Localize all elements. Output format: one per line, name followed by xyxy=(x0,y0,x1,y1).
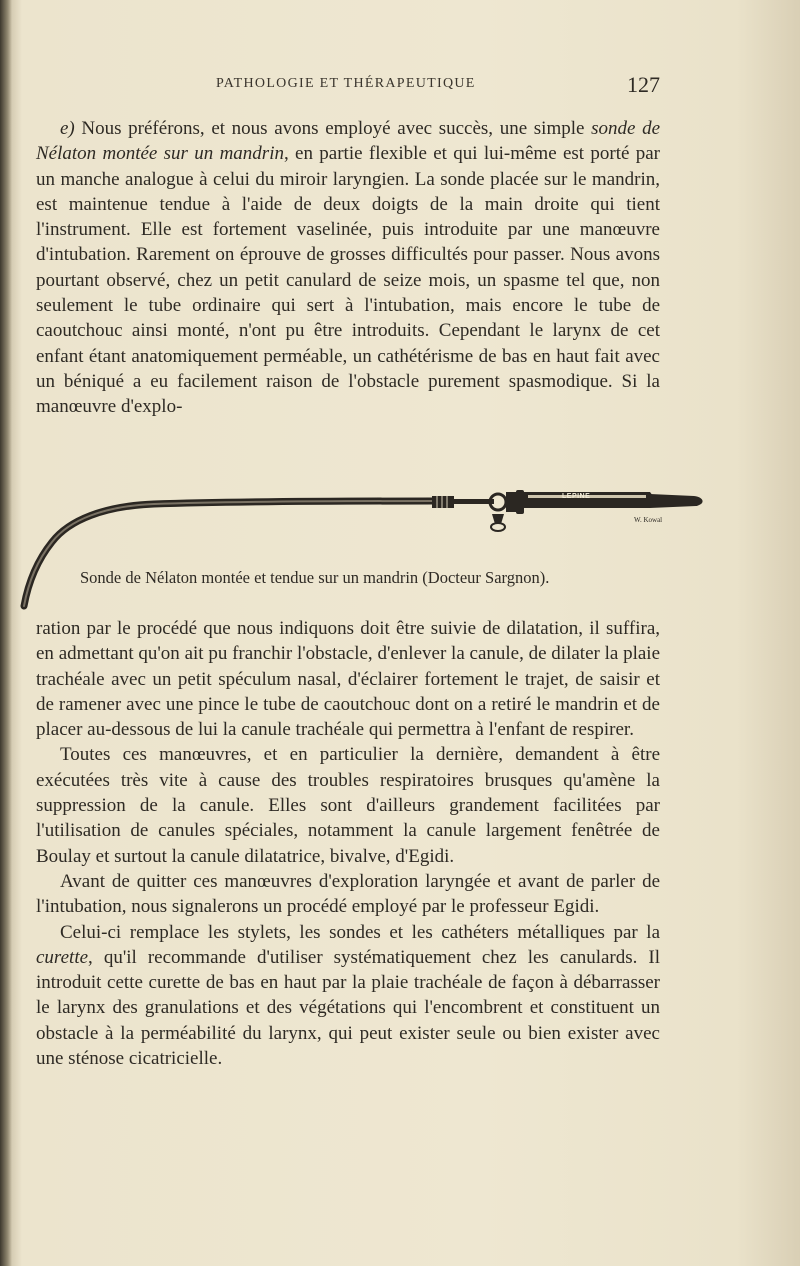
paragraph-text: , qu'il recommande d'utiliser systématiquement chez les canulards. Il introduit cette curette de bas en haut par la plaie trachéale de façon à débarrasser le larynx des granulations et des végétations qui l'encombrent et constituent un obstacle à la perméabilité du larynx, qui peut exister seule ou bien exister avec une sténose cicatricielle. xyxy=(36,946,660,1070)
running-head xyxy=(36,72,660,98)
figure-sonde-nelaton xyxy=(14,480,714,610)
paragraph-text: Celui-ci remplace les stylets, les sondes et les cathéters métalliques par la xyxy=(60,921,660,943)
text-block-bottom xyxy=(36,616,660,1071)
paragraph-marker: e) xyxy=(60,118,75,139)
paragraph-egidi-intro: Avant de quitter ces manœuvres d'exploration laryngée et avant de parler de l'intubation, nous signalerons un procédé employé par le professeur Egidi. xyxy=(36,870,660,918)
paragraph-curette xyxy=(36,920,660,1072)
paragraph-continuation: ration par le procédé que nous indiquons doit être suivie de dilatation, il suffira, en admettant qu'on ait pu franchir l'obstacle, d'enlever la canule, de dilater la plaie trachéale avec un petit spéculum nasal, d'éclairer fortement le trajet, de saisir et de ramener avec une pince le tube de caoutchouc dont on a retiré le mandrin et de placer au-dessous de lui la canule trachéale qui permettra à l'enfant de respirer. xyxy=(36,618,660,741)
italic-term: curette xyxy=(36,946,89,968)
paragraph-text: Nous préférons, et nous avons employé avec succès, une simple xyxy=(74,118,592,139)
sonde-illustration xyxy=(14,480,714,610)
maker-mark: LEPINE xyxy=(562,493,591,500)
paragraph-manoeuvres: Toutes ces manœuvres, et en particulier la dernière, demandent à être exécutées très vite à cause des troubles respiratoires brusques qu'amène la suppression de la canule. Elles sont d'ailleurs grandement facilitées par l'utilisation de canules spéciales, notamment la canule largement fenêtrée de Boulay et surtout la canule dilatatrice, bivalve, d'Egidi. xyxy=(36,744,660,867)
engraver-signature: W. Kowal xyxy=(634,516,663,524)
book-spine-shadow xyxy=(0,0,12,1266)
page-number: 127 xyxy=(627,72,660,97)
italic-term: sonde de Nélaton montée sur un mandrin xyxy=(36,118,661,165)
text-block-top xyxy=(36,116,660,420)
paragraph-text: , en partie flexible et qui lui-même est porté par un manche analogue à celui du miroir laryngien. La sonde placée sur le mandrin, est maintenue tendue à l'aide de deux doigts de la main droite qui tient l'instrument. Elle est fortement vaselinée, puis introduite par une manœuvre d'intubation. Rarement on éprouve de grosses difficultés pour passer. Nous avons pourtant observé, chez un petit canulard de seize mois, un spasme tel que, non seulement le tube ordinaire qui sert à l'intubation, mais encore le tube de caoutchouc ainsi monté, n'ont pu être introduits. Cependant le larynx de cet enfant étant anatomiquement perméable, un cathétérisme de bas en haut fait avec un béniqué a eu facilement raison de l'obstacle purement spasmodique. Si la manœuvre d'explo- xyxy=(36,143,660,418)
running-title: PATHOLOGIE ET THÉRAPEUTIQUE xyxy=(216,76,476,91)
figure-caption: Sonde de Nélaton montée et tendue sur un mandrin (Docteur Sargnon). xyxy=(80,568,550,587)
paragraph-e xyxy=(36,116,660,420)
